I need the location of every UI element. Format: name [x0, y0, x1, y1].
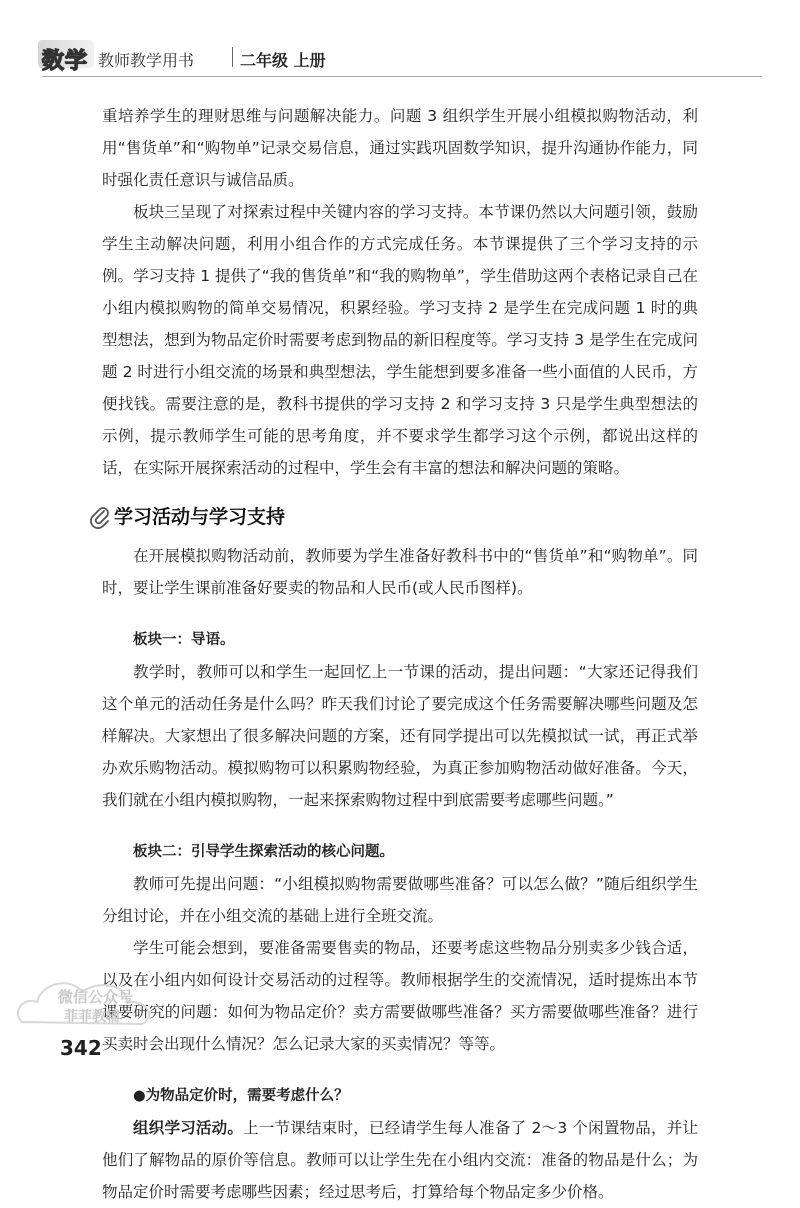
header-grade: 二年级 上册 — [240, 51, 326, 70]
header-title: 教师教学用书 — [98, 51, 195, 70]
section-title: 学习活动与学习支持 — [114, 506, 286, 528]
paragraph-2: 板块三呈现了对探索过程中关键内容的学习支持。本节课仍然以大问题引领，鼓励学生主动解决问题，利用小组合作的方式完成任务。本节课提供了三个学习支持的示例。学习支持 1 提供了“我的售货单”和“我的购物单”，学生借助这两个表格记录自己在小组内模拟购物的简单交易情况，积累经验。学习支持 2 是学生在完成问题 1 时的典型想法，想到为物品定价时需要考虑到物品的新旧程度等。学习支持 3 是学生在完成问题 2 时进行小组交流的场景和典型想法，学生能想到要多准备一些小面值的人民币，方便找钱。需要注意的是，教科书提供的学习支持 2 和学习支持 3 只是学生典型想法的示例，提示教师学生可能的思考角度，并不要求学生都学习这个示例，都说出这样的话，在实际开展探索活动的过程中，学生会有丰富的想法和解决问题的策略。 — [102, 203, 698, 477]
organize-text: 上一节课结束时，已经请学生每人准备了 2～3 个闲置物品，并让他们了解物品的原价等信息。教师可以让学生先在小组内交流：准备的物品是什么；为物品定价时需要考虑哪些因素；经过思考后，打算给每个物品定多少价格。 — [102, 1119, 698, 1201]
block2-text-2: 学生可能会想到，要准备需要售卖的物品，还要考虑这些物品分别卖多少钱合适，以及在小组内如何设计交易活动的过程等。教师根据学生的交流情况，适时提炼出本节课要研究的问题：如何为物品定价？卖方需要做哪些准备？买方需要做哪些准备？进行买卖时会出现什么情况？怎么记录大家的买卖情况？等等。 — [102, 939, 698, 1053]
page-content — [102, 100, 698, 1208]
watermark-line-1: 微信公众号 — [58, 988, 134, 1006]
block2-text-1: 教师可先提出问题：“小组模拟购物需要做哪些准备？可以怎么做？”随后组织学生分组讨论，并在小组交流的基础上进行全班交流。 — [102, 875, 698, 925]
block1-heading: 板块一：导语。 — [133, 632, 235, 648]
math-logo: 数学 — [42, 48, 89, 74]
bullet-heading: ●为物品定价时，需要考虑什么？ — [133, 1088, 349, 1104]
paragraph-1: 重培养学生的理财思维与问题解决能力。问题 3 组织学生开展小组模拟购物活动，利用“售货单”和“购物单”记录交易信息，通过实践巩固数学知识，提升沟通协作能力，同时强化责任意识与诚信品质。 — [102, 107, 698, 189]
header-divider — [232, 47, 233, 67]
paperclip-icon — [88, 505, 112, 529]
block1-text: 教学时，教师可以和学生一起回忆上一节课的活动，提出问题：“大家还记得我们这个单元的活动任务是什么吗？昨天我们讨论了要完成这个任务需要解决哪些问题及怎样解决。大家想出了很多解决问题的方案，还有同学提出可以先模拟试一试，再正式举办欢乐购物活动。模拟购物可以积累购物经验，为真正参加购物活动做好准备。今天，我们就在小组内模拟购物，一起来探索购物过程中到底需要考虑哪些问题。” — [102, 663, 698, 809]
section-heading — [88, 498, 698, 536]
header-rule — [42, 76, 762, 77]
watermark-line-2: 菲菲教辅 — [64, 1009, 120, 1025]
page-number: 342 — [60, 1036, 102, 1060]
organize-label: 组织学习活动。 — [133, 1119, 244, 1137]
block2-heading: 板块二：引导学生探索活动的核心问题。 — [133, 844, 394, 860]
page-header — [42, 38, 762, 78]
organize-activity — [102, 1112, 698, 1208]
section-intro: 在开展模拟购物活动前，教师要为学生准备好教科书中的“售货单”和“购物单”。同时，要让学生课前准备好要卖的物品和人民币(或人民币图样)。 — [102, 547, 698, 597]
